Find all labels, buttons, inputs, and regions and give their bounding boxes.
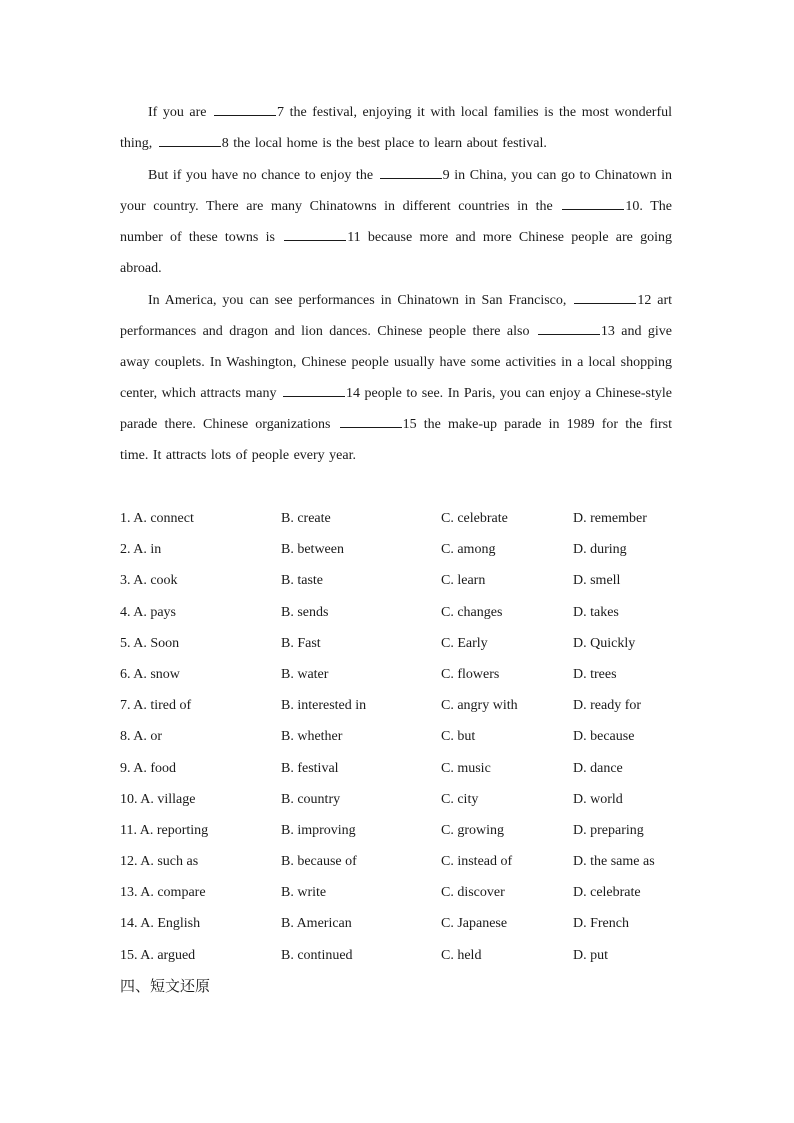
option-c: C. discover xyxy=(441,885,505,901)
option-c: C. changes xyxy=(441,604,503,620)
option-d: D. Quickly xyxy=(573,635,636,651)
p2-text-3: . The number of these towns is xyxy=(120,199,673,245)
option-a: 11. A. reporting xyxy=(120,822,209,838)
blank-11 xyxy=(284,228,346,241)
option-d: D. trees xyxy=(573,666,617,682)
option-d: D. ready for xyxy=(573,698,642,714)
section-heading: 四、短文还原 xyxy=(120,977,211,995)
option-b: B. country xyxy=(281,791,341,807)
p3-text-3: and give away couplets. In Washington, Chinese people usually have some activities in a local shopping center, which attracts many xyxy=(120,324,672,401)
option-d: D. French xyxy=(573,916,629,932)
question-row xyxy=(120,846,680,877)
blank-13 xyxy=(538,322,600,335)
option-d: D. because xyxy=(573,729,635,745)
blank-7 xyxy=(214,103,276,116)
blank-number-15: 15 xyxy=(402,417,417,432)
option-c: C. instead of xyxy=(441,854,513,870)
option-c: C. city xyxy=(441,791,479,807)
blank-number-10: 10 xyxy=(625,199,640,214)
option-b: B. between xyxy=(281,542,344,558)
passage-paragraph-3 xyxy=(120,285,672,471)
option-b: B. whether xyxy=(281,729,343,745)
p3-text-1: In America, you can see performances in Chinatown in San Francisco, xyxy=(148,293,567,308)
blank-number-7: 7 xyxy=(277,105,285,120)
option-b: B. improving xyxy=(281,822,356,838)
p1-text-2: the festival, enjoying it with local families is the most wonderful thing, xyxy=(120,105,672,151)
option-a: 10. A. village xyxy=(120,791,196,807)
p2-text-1: But if you have no chance to enjoy the xyxy=(148,168,374,183)
question-row xyxy=(120,659,680,690)
option-a: 8. A. or xyxy=(120,729,163,745)
option-d: D. during xyxy=(573,542,627,558)
option-a: 6. A. snow xyxy=(120,666,180,682)
option-c: C. flowers xyxy=(441,666,500,682)
option-a: 9. A. food xyxy=(120,760,177,776)
p3-text-2: art performances and dragon and lion dances. Chinese people there also xyxy=(120,293,673,339)
question-row xyxy=(120,534,680,565)
option-b: B. create xyxy=(281,511,331,526)
option-c: C. among xyxy=(441,542,496,558)
option-c: C. growing xyxy=(441,822,504,838)
question-row xyxy=(120,784,680,815)
option-a: 14. A. English xyxy=(120,916,201,932)
blank-number-12: 12 xyxy=(637,293,652,308)
option-a: 4. A. pays xyxy=(120,604,177,620)
option-d: D. world xyxy=(573,791,623,807)
option-d: D. preparing xyxy=(573,822,644,838)
question-row xyxy=(120,908,680,939)
option-b: B. taste xyxy=(281,573,323,589)
option-d: D. the same as xyxy=(573,854,655,870)
option-b: B. interested in xyxy=(281,698,367,714)
option-c: C. Japanese xyxy=(441,916,508,932)
blank-number-13: 13 xyxy=(600,324,615,339)
option-a: 7. A. tired of xyxy=(120,698,192,714)
option-a: 13. A. compare xyxy=(120,885,206,901)
option-d: D. takes xyxy=(573,604,619,620)
question-row xyxy=(120,721,680,752)
blank-10 xyxy=(562,197,624,210)
passage-paragraph-1 xyxy=(120,97,672,159)
p1-text-1: If you are xyxy=(148,105,207,120)
option-d: D. smell xyxy=(573,573,621,589)
question-row xyxy=(120,565,680,596)
option-a: 5. A. Soon xyxy=(120,635,180,651)
option-a: 12. A. such as xyxy=(120,854,199,870)
option-a: 2. A. in xyxy=(120,542,162,558)
option-d: D. put xyxy=(573,947,608,963)
option-c: C. angry with xyxy=(441,698,518,714)
question-options-list xyxy=(120,503,680,971)
blank-number-9: 9 xyxy=(442,168,450,183)
option-b: B. American xyxy=(281,916,352,932)
option-b: B. write xyxy=(281,885,327,901)
option-d: D. dance xyxy=(573,760,623,776)
option-b: B. Fast xyxy=(281,635,321,651)
option-c: C. but xyxy=(441,729,476,745)
blank-8 xyxy=(159,134,221,147)
option-b: B. festival xyxy=(281,760,339,776)
question-row xyxy=(120,597,680,628)
p2-text-2: in China, you can go to Chinatown in your country. There are many Chinatowns in different countries in the xyxy=(120,168,672,214)
p1-text-3: the local home is the best place to learn about festival. xyxy=(228,136,547,151)
option-a: 1. A. connect xyxy=(120,511,194,526)
blank-number-14: 14 xyxy=(346,386,360,401)
blank-number-11: 11 xyxy=(347,230,361,245)
question-row xyxy=(120,628,680,659)
option-b: B. sends xyxy=(281,604,329,620)
question-row xyxy=(120,815,680,846)
blank-15 xyxy=(340,415,402,428)
option-c: C. held xyxy=(441,947,482,963)
option-c: C. celebrate xyxy=(441,511,508,526)
blank-number-8: 8 xyxy=(221,136,229,151)
p3-text-5: the make-up parade in 1989 for the first time. It attracts lots of people every year. xyxy=(120,417,672,463)
blank-14 xyxy=(283,384,345,397)
option-b: B. continued xyxy=(281,947,353,963)
option-d: D. celebrate xyxy=(573,885,641,901)
blank-9 xyxy=(380,166,442,179)
question-row xyxy=(120,877,680,908)
p3-text-4: people to see. In Paris, you can enjoy a Chinese-style parade there. Chinese organizations xyxy=(120,386,672,432)
question-row xyxy=(120,503,680,534)
option-b: B. water xyxy=(281,666,329,682)
p2-text-4: because more and more Chinese people are going abroad. xyxy=(120,230,673,276)
option-d: D. remember xyxy=(573,511,647,526)
option-c: C. music xyxy=(441,760,491,776)
question-row xyxy=(120,753,680,784)
option-c: C. Early xyxy=(441,635,488,651)
blank-12 xyxy=(574,291,636,304)
option-a: 3. A. cook xyxy=(120,573,178,589)
option-c: C. learn xyxy=(441,573,486,589)
question-row xyxy=(120,690,680,721)
option-a: 15. A. argued xyxy=(120,947,196,963)
question-row xyxy=(120,940,680,971)
passage-paragraph-2 xyxy=(120,160,672,284)
option-b: B. because of xyxy=(281,854,357,870)
